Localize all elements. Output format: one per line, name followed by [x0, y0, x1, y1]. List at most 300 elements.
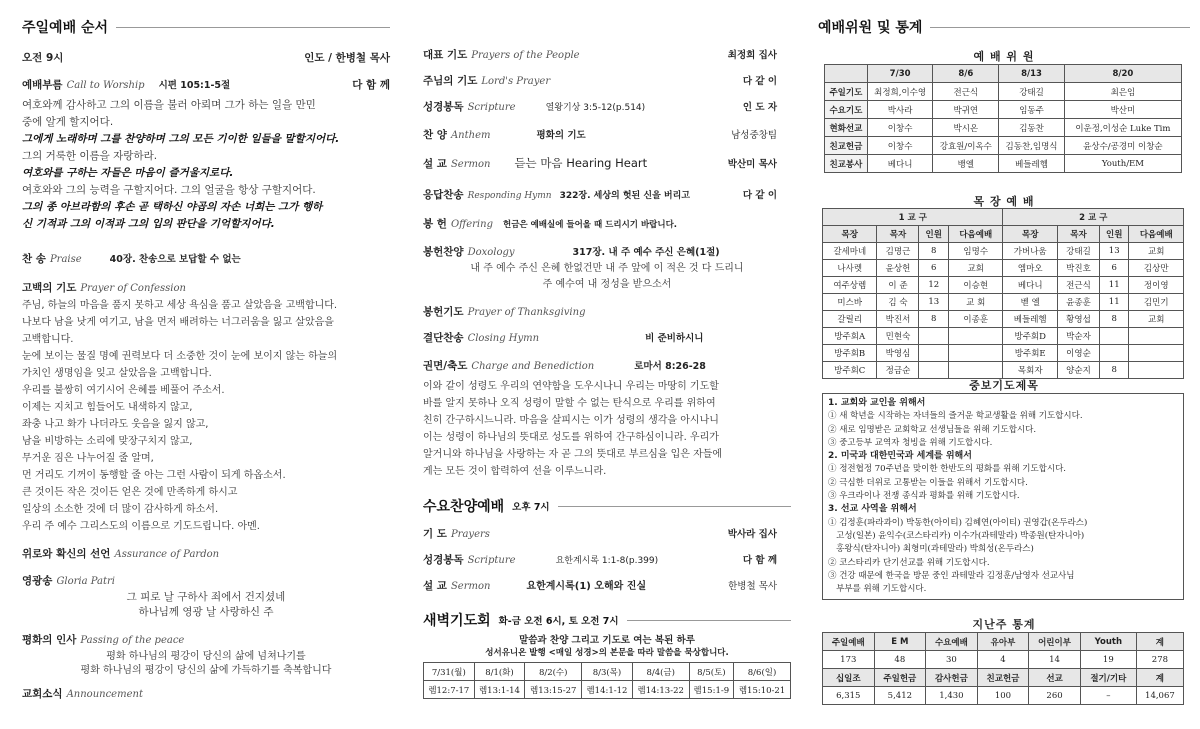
praise-hymn: 40장. 찬송으로 보답할 수 없는	[109, 254, 241, 265]
duty-cell: 김동찬	[999, 119, 1065, 137]
cell-row	[823, 243, 1184, 260]
duty-row	[825, 101, 1182, 119]
duty-cell: 이창수	[867, 137, 933, 155]
stats-header-cell: 어린이부	[1029, 633, 1081, 651]
wed-title: 수요찬양예배	[423, 499, 505, 515]
cell-header-cell: 다음예배	[1129, 226, 1184, 243]
cell-value: 13	[919, 294, 949, 311]
section-title-committee	[818, 17, 1190, 37]
wed-scrip-ref: 요한계시록 1:1-8(p.399)	[555, 556, 659, 566]
prayer-item: ③ 우크라이나 전쟁 종식과 평화를 위해 기도합시다.	[828, 491, 1020, 502]
stats-row	[823, 669, 1184, 687]
stats-header-cell: 계	[1136, 669, 1183, 687]
duty-table-title: 예 배 위 원	[973, 50, 1035, 63]
title-rule	[930, 27, 1190, 28]
dawn-ref: 렘15:10-21	[734, 681, 791, 699]
stats-row	[823, 687, 1184, 705]
cell-value: 교회	[1129, 243, 1184, 260]
cell-value: 나사렛	[823, 260, 877, 277]
responding-hymn-row	[423, 187, 791, 202]
cell-header-cell: 인원	[1099, 226, 1129, 243]
call-to-worship-row	[22, 77, 390, 92]
cell-value: 김명근	[877, 243, 919, 260]
duty-row	[825, 83, 1182, 101]
stats-header-cell: 주일예배	[823, 633, 875, 651]
scrip-label: 성경봉독	[423, 101, 464, 113]
confession-line: 무거운 짐은 나누어질 줄 알며,	[22, 453, 154, 464]
stats-header-cell: 감사헌금	[926, 669, 978, 687]
scrip-who: 인 도 자	[742, 102, 777, 113]
dawn-reading-table	[423, 662, 791, 699]
duty-cell: 최정희,이수영	[867, 83, 933, 101]
lord-en: Lord's Prayer	[481, 76, 551, 87]
dawn-day: 8/3(목)	[582, 663, 633, 681]
duty-row	[825, 137, 1182, 155]
call-en: Call to Worship	[66, 80, 145, 91]
anthem-who: 남성중창팀	[731, 130, 777, 141]
wed-time: 오후 7시	[512, 502, 550, 513]
service-leader: 인도 / 한병철 목사	[304, 52, 390, 64]
cell-value: 강태길	[1057, 243, 1099, 260]
confession-row	[22, 280, 390, 295]
peace-line: 평화 하나님의 평강이 당신의 삶에 가득하기를 축복합니다	[80, 665, 332, 676]
cell-value: 8	[1099, 362, 1129, 379]
anthem-label: 찬 양	[423, 129, 447, 141]
call-line: 그의 종 아브라함의 후손 곧 택하신 야곱의 자손 너희는 그가 행하	[22, 201, 323, 213]
confession-line: 주님, 하늘의 마음을 품지 못하고 세상 욕심을 품고 살았음을 고백합니다.	[22, 300, 338, 311]
cell-value: 목회자	[1003, 362, 1057, 379]
group-1-title: 1 교 구	[823, 209, 1003, 226]
scrip-en: Scripture	[467, 102, 516, 113]
section-title-sunday	[22, 17, 390, 37]
duty-header-row	[825, 65, 1182, 83]
call-line: 중에 알게 할지어다.	[22, 116, 114, 128]
bene-line: 알거니와 하나님을 사랑하는 자 곧 그의 뜻대로 부르심을 입은 자들에	[423, 449, 723, 460]
rep-en: Prayers of the People	[471, 50, 580, 61]
stats-value: 1,430	[926, 687, 978, 705]
anthem-row	[423, 127, 791, 142]
wed-sermon-who: 한병철 목사	[728, 581, 777, 592]
cell-value: 8	[919, 311, 949, 328]
cell-value: 방주회C	[823, 362, 877, 379]
bene-line: 이는 성령이 하나님의 뜻대로 성도를 위하여 간구하심이니라. 우리가	[423, 432, 719, 443]
peace-label: 평화의 인사	[22, 634, 77, 646]
duty-cell: 뱅엘	[933, 155, 999, 173]
duty-cell: 박사라	[867, 101, 933, 119]
cell-value: 방주회A	[823, 328, 877, 345]
wed-sermon-label: 설 교	[423, 580, 447, 592]
lord-label: 주님의 기도	[423, 75, 478, 87]
service-time: 오전 9시	[22, 52, 64, 64]
sunday-title: 주일예배 순서	[22, 20, 109, 36]
order-of-service-column	[22, 0, 390, 729]
confession-line: 눈에 보이는 물질 명예 권력보다 더 소중한 것이 눈에 보이지 않는 하늘의	[22, 351, 338, 362]
prayer-item: ② 극심한 더위로 고통받는 이들을 위해서 기도합시다.	[828, 477, 1028, 488]
peace-en: Passing of the peace	[80, 635, 185, 646]
stats-header-cell: 주일헌금	[874, 669, 926, 687]
cell-header-cell: 목장	[1003, 226, 1057, 243]
cell-header-cell: 다음예배	[949, 226, 1003, 243]
confession-line: 고백합니다.	[22, 334, 74, 345]
duty-cell: 강효원/이옥수	[933, 137, 999, 155]
resp-who: 다 같 이	[742, 190, 777, 201]
rep-label: 대표 기도	[423, 49, 468, 61]
dawn-day: 8/1(화)	[474, 663, 525, 681]
duty-cell: 베들레헴	[999, 155, 1065, 173]
cell-value: 윤상헌	[877, 260, 919, 277]
prayer-heading: 1. 교회와 교인을 위해서	[828, 398, 926, 408]
duty-cell: 이운정,이성순 Luke Tim	[1064, 119, 1181, 137]
dox-label: 봉헌찬양	[423, 246, 464, 258]
dawn-days-row	[424, 663, 791, 681]
confession-line: 나보다 남을 낫게 여기고, 남을 먼저 배려하는 너그러움을 잃고 살았음을	[22, 317, 334, 328]
thanks-label: 봉헌기도	[423, 306, 464, 318]
praise-en: Praise	[49, 254, 82, 265]
pardon-label: 위로와 확신의 선언	[22, 548, 111, 560]
cell-value	[919, 328, 949, 345]
closing-hymn-row	[423, 330, 791, 345]
wed-pray-label: 기 도	[423, 528, 447, 540]
cell-header-cell: 목자	[877, 226, 919, 243]
benediction-row	[423, 358, 791, 373]
cell-value: 이승현	[949, 277, 1003, 294]
cell-value: 김상만	[1129, 260, 1184, 277]
section-title-dawn	[423, 610, 791, 630]
confession-line: 일상의 소소한 것에 더 많이 감사하게 하소서.	[22, 504, 219, 515]
stats-table	[822, 632, 1184, 705]
cell-row	[823, 311, 1184, 328]
doxology-text	[423, 261, 791, 293]
cell-value: 교 회	[949, 294, 1003, 311]
praise-label: 찬 송	[22, 253, 46, 265]
cell-value: 베다니	[1003, 277, 1057, 294]
call-line: 신 기적과 그의 이적과 그의 입의 판단을 기억할지어다.	[22, 218, 275, 230]
cell-value	[1129, 328, 1184, 345]
cell-value: 정금순	[877, 362, 919, 379]
duty-role: 친교헌금	[825, 137, 868, 155]
prayer-item: ② 새로 임명받은 교회학교 선생님들을 위해 기도합시다.	[828, 424, 1037, 435]
duty-role: 수요기도	[825, 101, 868, 119]
dawn-day: 8/5(토)	[689, 663, 733, 681]
duty-header-cell: 8/13	[999, 65, 1065, 83]
dox-line: 주 예수여 내 정성을 받으소서	[542, 279, 672, 290]
call-line: 그에게 노래하며 그를 찬양하며 그의 모든 기이한 일들을 말할지어다.	[22, 133, 340, 145]
sermon-label: 설 교	[423, 158, 447, 170]
duty-cell: 베다니	[867, 155, 933, 173]
rep-who: 최정희 집사	[727, 50, 777, 61]
anthem-title: 평화의 기도	[536, 130, 586, 141]
prayer-item: 홍왕식(탄자니아) 최형미(과테말라) 박희성(온두라스)	[828, 544, 1034, 555]
cell-value: 박영심	[877, 345, 919, 362]
dox-hymn: 317장. 내 주 예수 주신 은혜(1절)	[572, 247, 720, 258]
cell-row	[823, 260, 1184, 277]
title-rule	[627, 620, 791, 621]
bene-line: 친히 간구하시느니라. 마음을 살피시는 이가 성령의 생각을 아시나니	[423, 415, 719, 426]
cell-row	[823, 362, 1184, 379]
prayer-item: ① 김정훈(파라과이) 박동한(아이티) 김혜연(아이티) 권영갑(온두라스)	[828, 517, 1088, 528]
call-line: 그의 거룩한 이름을 자랑하라.	[22, 150, 158, 162]
wed-sermon-en: Sermon	[450, 581, 491, 592]
stats-value: 173	[823, 651, 875, 669]
closing-label: 결단찬송	[423, 332, 464, 344]
cell-value: 박진서	[877, 311, 919, 328]
call-label: 예배부름	[22, 79, 63, 91]
dawn-subtitle: 말씀과 찬양 그리고 기도로 여는 복된 하루	[519, 635, 695, 646]
confession-line: 우리 주 예수 그리스도의 이름으로 기도드립니다. 아멘.	[22, 521, 260, 532]
cell-value: 교회	[949, 260, 1003, 277]
prayer-item: 부부를 위해 기도합시다.	[828, 584, 927, 595]
doxology-row	[423, 244, 791, 259]
stats-value: 100	[977, 687, 1029, 705]
offering-note: 헌금은 예배실에 들어올 때 드리시기 바랍니다.	[502, 220, 678, 230]
dawn-note: 성서유니온 발행 <매일 성경>의 본문을 따라 말씀을 묵상합니다.	[485, 648, 729, 658]
prayer-item: ① 정전협정 70주년을 맞이한 한반도의 평화를 위해 기도합시다.	[828, 464, 1066, 475]
stats-value: 30	[926, 651, 978, 669]
cell-value: 민현숙	[877, 328, 919, 345]
thanksgiving-row	[423, 304, 791, 319]
offering-row	[423, 216, 791, 231]
cell-value: 이종훈	[949, 311, 1003, 328]
prayer-heading: 2. 미국과 대한민국과 세계를 위해서	[828, 451, 972, 462]
call-line: 여호와를 구하는 자들은 마음이 즐거울지로다.	[22, 167, 234, 179]
anthem-en: Anthem	[450, 130, 491, 141]
dawn-day: 7/31(월)	[424, 663, 475, 681]
order-of-service-column-2	[423, 0, 791, 729]
cell-value: 갈세마네	[823, 243, 877, 260]
cell-header-cell: 목장	[823, 226, 877, 243]
stats-row	[823, 633, 1184, 651]
stats-value: 14	[1029, 651, 1081, 669]
cell-value	[949, 328, 1003, 345]
dox-en: Doxology	[467, 247, 515, 258]
duty-row	[825, 119, 1182, 137]
cell-value: 11	[1099, 294, 1129, 311]
scripture-row	[423, 99, 791, 114]
cell-value: 8	[1099, 311, 1129, 328]
confession-line: 좌충 나고 화가 나더라도 웃음을 잃지 않고,	[22, 419, 209, 430]
stats-value: 278	[1136, 651, 1183, 669]
gloria-en: Gloria Patri	[56, 576, 116, 587]
cell-value	[1129, 345, 1184, 362]
thanks-en: Prayer of Thanksgiving	[467, 307, 586, 318]
call-who: 다 함 께	[352, 79, 390, 91]
cell-value: 이영순	[1057, 345, 1099, 362]
dawn-day: 8/2(수)	[525, 663, 582, 681]
group-2-title: 2 교 구	[1003, 209, 1184, 226]
cell-value: 이 준	[877, 277, 919, 294]
dawn-ref: 렘14:13-22	[632, 681, 689, 699]
cell-group-table	[822, 208, 1184, 379]
cell-value: 갈릴리	[823, 311, 877, 328]
cell-value: 방주회B	[823, 345, 877, 362]
pardon-row	[22, 546, 390, 561]
offering-en: Offering	[450, 219, 493, 230]
dawn-day: 8/4(금)	[632, 663, 689, 681]
duty-cell: 강태길	[999, 83, 1065, 101]
sermon-title: 듣는 마음 Hearing Heart	[514, 156, 648, 170]
cell-value: 김민기	[1129, 294, 1184, 311]
cell-value: 여주상렘	[823, 277, 877, 294]
duty-cell: Youth/EM	[1064, 155, 1181, 173]
stats-value: 48	[874, 651, 926, 669]
prayer-item: ③ 중고등부 교역자 청빙을 위해 기도합시다.	[828, 437, 993, 448]
cell-value	[949, 362, 1003, 379]
call-text	[22, 97, 390, 233]
dawn-ref: 렘15:1-9	[689, 681, 733, 699]
cell-value	[1099, 328, 1129, 345]
gloria-line: 하나님께 영광 날 사랑하신 주	[138, 606, 274, 618]
confession-line: 큰 것이든 작은 것이든 얻은 것에 만족하게 하시고	[22, 487, 238, 498]
bene-line: 바를 알지 못하나 오직 성령이 말할 수 없는 탄식으로 우리를 위하여	[423, 398, 716, 409]
service-time-row	[22, 50, 390, 65]
cell-value: 양순지	[1057, 362, 1099, 379]
confession-line: 남을 비방하는 소리에 맞장구치지 않고,	[22, 436, 193, 447]
call-line: 여호와와 그의 능력을 구할지어다. 그의 얼굴을 항상 구할지어다.	[22, 184, 316, 196]
peace-text	[22, 650, 390, 678]
stats-header-cell: Youth	[1080, 633, 1136, 651]
lords-prayer-row	[423, 73, 791, 88]
duty-cell: 박귀연	[933, 101, 999, 119]
cell-value: 6	[1099, 260, 1129, 277]
stats-header-cell: 절기/기타	[1080, 669, 1136, 687]
duty-cell: 윤상수/공경미 이창순	[1064, 137, 1181, 155]
bene-en: Charge and Benediction	[471, 361, 595, 372]
title-rule	[558, 506, 791, 507]
resp-hymn: 322장. 세상의 헛된 신을 버리고	[559, 191, 690, 201]
offering-label: 봉 헌	[423, 218, 447, 230]
cell-value: 윤종훈	[1057, 294, 1099, 311]
cell-value: 박순자	[1057, 328, 1099, 345]
lord-who: 다 같 이	[742, 76, 777, 87]
dawn-day: 8/6(일)	[734, 663, 791, 681]
stats-header-cell: 친교헌금	[977, 669, 1029, 687]
confession-text	[22, 297, 390, 535]
cell-row	[823, 345, 1184, 362]
duty-roster-table	[824, 64, 1182, 173]
gloria-line: 그 피로 날 구하사 죄에서 건지셨네	[126, 591, 286, 603]
confession-line: 가치인 생명임을 잊고 살았음을 고백합니다.	[22, 368, 212, 379]
sermon-row	[423, 155, 791, 171]
announcement-label: 교회소식	[22, 688, 63, 700]
stats-title: 지난주 통계	[972, 618, 1036, 631]
duty-header-cell: 7/30	[867, 65, 933, 83]
duty-cell: 이창수	[867, 119, 933, 137]
cell-value: 박진호	[1057, 260, 1099, 277]
peace-row	[22, 632, 390, 647]
stats-value: 260	[1029, 687, 1081, 705]
cell-value: 6	[919, 260, 949, 277]
cell-group-header	[823, 209, 1184, 226]
stats-header-cell: 유아부	[977, 633, 1029, 651]
dawn-ref: 렘13:15-27	[525, 681, 582, 699]
gloria-row	[22, 573, 390, 588]
prayer-item: ① 새 학년을 시작하는 자녀들의 즐거운 학교생활을 위해 기도합시다.	[828, 411, 1083, 422]
peace-line: 평화 하나님의 평강이 당신의 삶에 넘쳐나기를	[106, 651, 306, 662]
cell-header-row	[823, 226, 1184, 243]
wed-scrip-en: Scripture	[467, 555, 516, 566]
cell-value: 엠마오	[1003, 260, 1057, 277]
duty-cell: 박시온	[933, 119, 999, 137]
stats-header-cell: E M	[874, 633, 926, 651]
confession-line: 먼 거리도 기꺼이 동행할 줄 아는 그런 사람이 되게 하옵소서.	[22, 470, 286, 481]
stats-row	[823, 651, 1184, 669]
benediction-text	[423, 378, 791, 480]
dawn-refs-row	[424, 681, 791, 699]
dawn-ref: 렘13:1-14	[474, 681, 525, 699]
scrip-ref: 열왕기상 3:5-12(p.514)	[545, 103, 646, 113]
cell-value: 정이영	[1129, 277, 1184, 294]
closing-hymn: 비 준비하시니	[645, 333, 704, 344]
cell-value: 베들레헴	[1003, 311, 1057, 328]
cell-value: 황영섭	[1057, 311, 1099, 328]
committee-title: 예배위원 및 통계	[818, 20, 923, 36]
stats-value: 19	[1080, 651, 1136, 669]
wed-sermon-row	[423, 577, 791, 593]
duty-cell: 박산미	[1064, 101, 1181, 119]
cell-value	[919, 362, 949, 379]
cell-value	[1129, 362, 1184, 379]
prayer-item: ② 코스타리카 단기선교를 위해 기도합시다.	[828, 557, 990, 568]
wed-scripture-row	[423, 552, 791, 567]
cell-value: 13	[1099, 243, 1129, 260]
duty-header-cell: 8/20	[1064, 65, 1181, 83]
pardon-en: Assurance of Pardon	[114, 549, 220, 560]
cell-row	[823, 277, 1184, 294]
cell-value: 방주회E	[1003, 345, 1057, 362]
dawn-title: 새벽기도회	[423, 613, 491, 629]
cell-row	[823, 294, 1184, 311]
stats-value: 4	[977, 651, 1029, 669]
cell-value: 임명수	[949, 243, 1003, 260]
cell-table-title: 목 장 예 배	[973, 195, 1035, 208]
gloria-label: 영광송	[22, 575, 53, 587]
confession-label: 고백의 기도	[22, 282, 77, 294]
dawn-time: 화-금 오전 6시, 토 오전 7시	[498, 616, 619, 627]
duty-header-cell	[825, 65, 868, 83]
dawn-ref: 렘12:7-17	[424, 681, 475, 699]
cell-value: 가버나움	[1003, 243, 1057, 260]
committee-stats-column	[818, 0, 1190, 729]
cell-value: 미스바	[823, 294, 877, 311]
gloria-text	[22, 590, 390, 620]
cell-value: 전근식	[1057, 277, 1099, 294]
prayer-requests-box	[822, 393, 1184, 600]
duty-cell: 김동찬,임명식	[999, 137, 1065, 155]
wed-scrip-who: 다 함 께	[742, 555, 777, 566]
stats-header-cell: 십일조	[823, 669, 875, 687]
prayer-heading: 3. 선교 사역을 위해서	[828, 504, 917, 515]
resp-en: Responding Hymn	[467, 191, 552, 201]
prayers-people-row	[423, 47, 791, 62]
cell-value	[919, 345, 949, 362]
cell-value: 12	[919, 277, 949, 294]
prayer-title: 중보기도제목	[969, 379, 1039, 392]
closing-en: Closing Hymn	[467, 333, 540, 344]
duty-cell: 전근식	[933, 83, 999, 101]
confession-line: 이제는 지치고 힘들어도 내색하지 않고,	[22, 402, 193, 413]
confession-line: 우리를 불쌍히 여기시어 은혜를 베풀어 주소서.	[22, 385, 225, 396]
stats-header-cell: 계	[1136, 633, 1183, 651]
announcement-en: Announcement	[66, 689, 143, 700]
stats-value: –	[1080, 687, 1136, 705]
wed-scrip-label: 성경봉독	[423, 554, 464, 566]
wed-prayer-row	[423, 526, 791, 541]
prayer-item: 고성(일본) 윤익수(코스타리카) 이수가(과테말라) 박종원(탄자니아)	[828, 530, 1085, 541]
bene-line: 이와 같이 성령도 우리의 연약함을 도우시나니 우리는 마땅히 기도할	[423, 381, 719, 392]
sermon-who: 박산미 목사	[727, 159, 777, 170]
duty-role: 친교봉사	[825, 155, 868, 173]
stats-header-cell: 선교	[1029, 669, 1081, 687]
